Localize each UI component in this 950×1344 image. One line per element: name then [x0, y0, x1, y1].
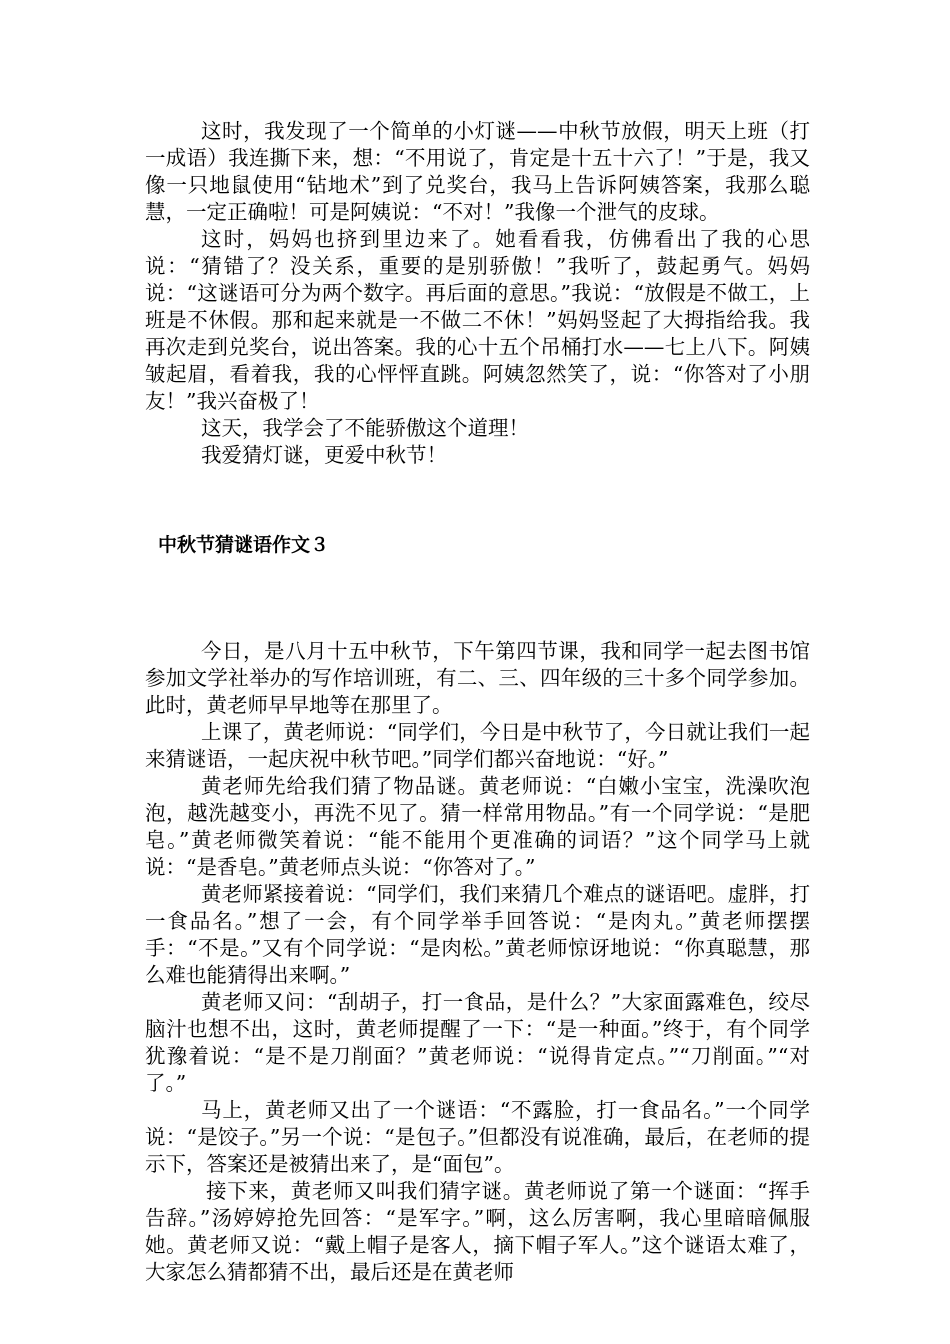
essay-heading: 中秋节猜谜语作文３ [158, 534, 330, 556]
paragraph-food-riddle-3: 马上，黄老师又出了一个谜语：“不露脸，打一食品名。”一个同学说：“是饺子。”另一个说：“是包子。”但都没有说准确，最后，在老师的提示下，答案还是被猜出来了，是“面包”。 [145, 1098, 810, 1176]
paragraph-food-riddle-2: 黄老师又问：“刮胡子，打一食品，是什么？”大家面露难色，绞尽脑汁也想不出，这时，黄老师提醒了一下：“是一种面。”终于，有个同学犹豫着说：“是不是刀削面？”黄老师说：“说得肯定点。”“刀削面。”“对了。” [145, 990, 810, 1095]
paragraph-object-riddle: 黄老师先给我们猜了物品谜。黄老师说：“白嫩小宝宝，洗澡吹泡泡，越洗越变小，再洗不见了。猜一样常用物品。”有一个同学说：“是肥皂。”黄老师微笑着说：“能不能用个更准确的词语？”这个同学马上就说：“是香皂。”黄老师点头说：“你答对了。” [145, 774, 810, 879]
paragraph-lantern-riddle: 这时，我发现了一个简单的小灯谜——中秋节放假，明天上班（打一成语）我连撕下来，想：“不用说了，肯定是十五十六了！”于是，我又像一只地鼠使用“钻地术”到了兑奖台，我马上告诉阿姨答案，我那么聪慧，一定正确啦！可是阿姨说：“不对！”我像一个泄气的皮球。 [145, 119, 810, 224]
paragraph-character-riddle: 接下来，黄老师又叫我们猜字谜。黄老师说了第一个谜面：“挥手告辞。”汤婷婷抢先回答：“是军字。”啊，这么厉害啊，我心里暗暗佩服她。黄老师又说：“戴上帽子是客人，摘下帽子军人。”这个谜语太难了，大家怎么猜都猜不出，最后还是在黄老师 [145, 1179, 810, 1284]
paragraph-mother-hint: 这时，妈妈也挤到里边来了。她看看我，仿佛看出了我的心思说：“猜错了？没关系，重要的是别骄傲！”我听了，鼓起勇气。妈妈说：“这谜语可分为两个数字。再后面的意思。”我说：“放假是不做工，上班是不休假。那和起来就是一不做二不休！”妈妈竖起了大拇指给我。我再次走到兑奖台，说出答案。我的心十五个吊桶打水——七上八下。阿姨皱起眉，看着我，我的心怦怦直跳。阿姨忽然笑了，说：“你答对了小朋友！”我兴奋极了！ [145, 227, 810, 413]
paragraph-food-riddle-1: 黄老师紧接着说：“同学们，我们来猜几个难点的谜语吧。虚胖，打一食品名。”想了一会，有个同学举手回答说：“是肉丸。”黄老师摆摆手：“不是。”又有个同学说：“是肉松。”黄老师惊讶地说：“你真聪慧，那么难也能猜得出来啊。” [145, 882, 810, 987]
document-page [145, 118, 810, 1286]
paragraph-lesson: 这天，我学会了不能骄傲这个道理！ [201, 416, 529, 440]
paragraph-intro: 今日，是八月十五中秋节，下午第四节课，我和同学一起去图书馆参加文学社举办的写作培训班，有二、三、四年级的三十多个同学参加。此时，黄老师早早地等在那里了。 [145, 639, 810, 717]
paragraph-class-start: 上课了，黄老师说：“同学们，今日是中秋节了，今日就让我们一起来猜谜语，一起庆祝中秋节吧。”同学们都兴奋地说：“好。” [145, 720, 810, 771]
paragraph-conclusion: 我爱猜灯谜，更爱中秋节！ [201, 443, 447, 467]
